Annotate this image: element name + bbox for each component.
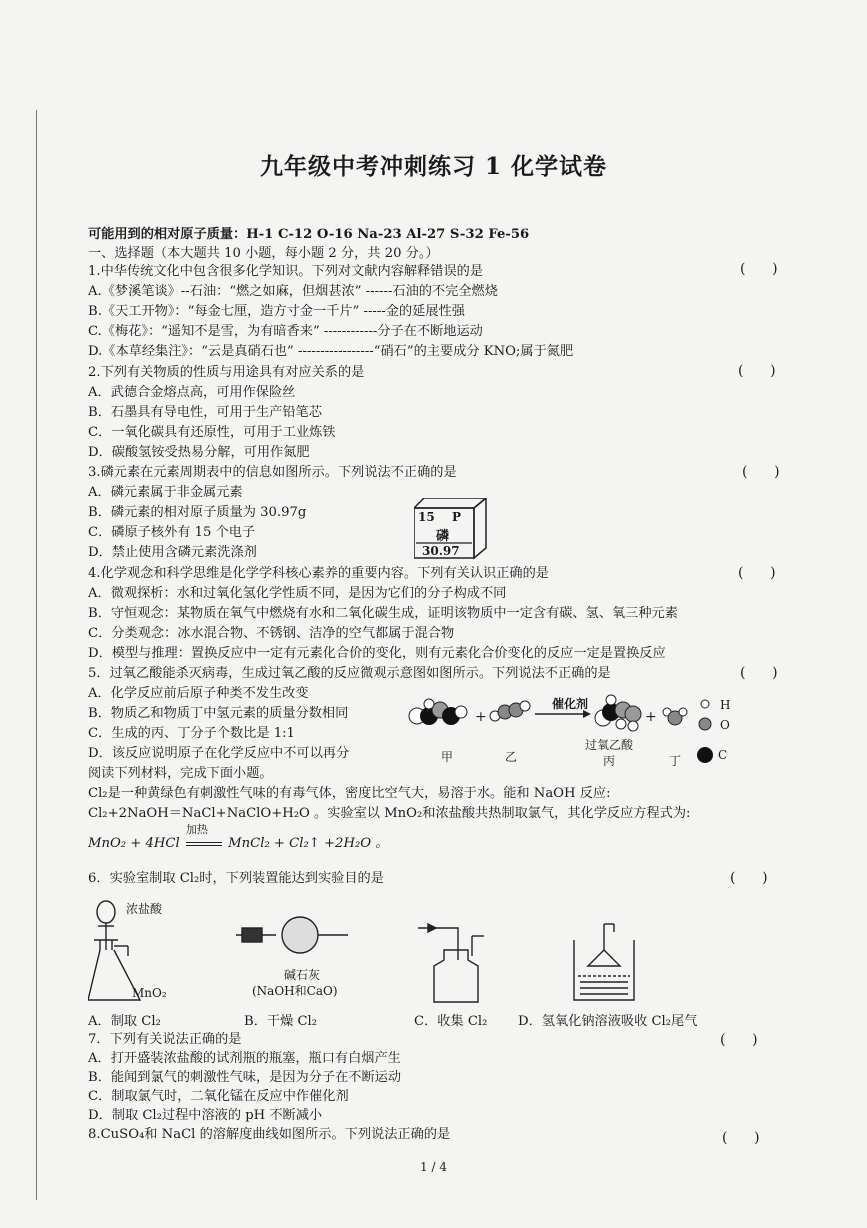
reading-intro: 阅读下列材料，完成下面小题。 (88, 766, 273, 781)
q8-answer-paren: ( ) (722, 1130, 760, 1146)
periodic-table-cell (414, 498, 492, 560)
label-soda-lime-formula: (NaOH和CaO) (252, 984, 338, 998)
page-title: 九年级中考冲刺练习 1 化学试卷 (259, 153, 608, 180)
reading-p2: Cl₂+2NaOH＝NaCl+NaClO+H₂O 。实验室以 MnO₂和浓盐酸共热制取氯气，其化学反应方程式为: (88, 806, 691, 821)
q7-stem: 7．下列有关说法正确的是 (88, 1032, 242, 1047)
q1-answer-paren: ( ) (740, 261, 778, 277)
eq-right: MnCl₂ + Cl₂↑ +2H₂O 。 (228, 836, 389, 851)
q5-stem: 5．过氧乙酸能杀灭病毒，生成过氧乙酸的反应微观示意图如图所示。下列说法不正确的是 (88, 666, 611, 681)
label-ding: 丁 (669, 754, 682, 768)
eq-condition: 加热 (185, 823, 208, 836)
q4-option-c: C．分类观念：冰水混合物、不锈钢、洁净的空气都属于混合物 (88, 626, 455, 641)
q4-option-a: A．微观探析：水和过氧化氢化学性质不同，是因为它们的分子构成不同 (88, 586, 507, 601)
q2-answer-paren: ( ) (738, 363, 776, 379)
q7-option-b: B．能闻到氯气的刺激性气味，是因为分子在不断运动 (88, 1070, 402, 1085)
q2-stem: 2.下列有关物质的性质与用途具有对应关系的是 (88, 365, 365, 380)
equation (88, 823, 389, 852)
cell-symbol: P (452, 510, 462, 524)
q4-stem: 4.化学观念和科学思维是化学学科核心素养的重要内容。下列有关认识正确的是 (88, 566, 549, 581)
label-bing: 丙 (603, 754, 616, 768)
molecule-ding (663, 708, 687, 725)
q4-option-b: B．守恒观念：某物质在氧气中燃烧有水和二氧化碳生成，证明该物质中一定含有碳、氢、氧三种元素 (88, 606, 678, 621)
q6-option-c: C．收集 Cl₂ (414, 1014, 488, 1029)
molecule-bing (595, 695, 641, 731)
q1-option-c: C.《梅花》：“遥知不是雪，为有暗香来” ------------分子在不断地运动 (88, 324, 483, 339)
label-yi: 乙 (505, 750, 518, 764)
q1-option-a: A.《梦溪笔谈》--石油：“燃之如麻，但烟甚浓” ------石油的不完全燃烧 (88, 284, 498, 299)
q1-stem: 1.中华传统文化中包含很多化学知识。下列对文献内容解释错误的是 (88, 264, 484, 279)
q3-stem: 3.磷元素在元素周期表中的信息如图所示。下列说法不正确的是 (88, 465, 457, 480)
q3-option-b: B．磷元素的相对原子质量为 30.97g (88, 505, 307, 520)
q6-stem: 6．实验室制取 Cl₂时，下列装置能达到实验目的是 (88, 871, 384, 886)
q5-answer-paren: ( ) (740, 665, 778, 681)
apparatus-row (88, 890, 728, 1010)
label-product: 过氧乙酸 (585, 738, 634, 752)
q6-option-b: B．干燥 Cl₂ (244, 1014, 318, 1029)
label-conc-hcl: 浓盐酸 (126, 902, 163, 916)
q8-stem: 8.CuSO₄和 NaCl 的溶解度曲线如图所示。下列说法正确的是 (88, 1127, 451, 1142)
label-soda-lime: 碱石灰 (284, 968, 321, 982)
q1-option-d: D.《本草经集注》：“云是真硝石也” -----------------“硝石”的主要成分 KNO;属于氮肥 (88, 344, 574, 359)
apparatus-c (418, 924, 484, 1002)
section-heading: 一、选择题（本大题共 10 小题，每小题 2 分，共 20 分。） (88, 246, 439, 261)
molecule-yi (490, 701, 530, 721)
q1-option-b: B.《天工开物》：“每金七厘，造方寸金一千片” -----金的延展性强 (88, 304, 465, 319)
q7-option-c: C．制取氯气时，二氧化锰在反应中作催化剂 (88, 1089, 349, 1104)
legend-h: H (720, 698, 731, 712)
q3-option-d: D．禁止使用含磷元素洗涤剂 (88, 545, 257, 560)
q2-option-a: A．武德合金熔点高，可用作保险丝 (88, 385, 296, 400)
q5-option-b: B．物质乙和物质丁中氢元素的质量分数相同 (88, 706, 349, 721)
catalyst-label: 催化剂 (552, 697, 589, 711)
q5-option-d: D．该反应说明原子在化学反应中不可以再分 (88, 746, 350, 761)
q6-option-d: D．氢氧化钠溶液吸收 Cl₂尾气 (518, 1014, 698, 1029)
apparatus-d (574, 924, 634, 1000)
molecule-jia (409, 699, 467, 725)
eq-left: MnO₂ + 4HCl (88, 836, 180, 851)
label-mno2: MnO₂ (132, 986, 167, 1000)
page-number: 1 / 4 (420, 1160, 447, 1174)
q4-answer-paren: ( ) (738, 565, 776, 581)
q7-answer-paren: ( ) (720, 1032, 758, 1048)
atomic-mass-note: 可能用到的相对原子质量：H-1 C-12 O-16 Na-23 Al-27 S-32 Fe-56 (88, 227, 530, 242)
q3-option-a: A．磷元素属于非金属元素 (88, 485, 243, 500)
legend-c: C (718, 748, 728, 762)
q5-option-a: A．化学反应前后原子种类不发生改变 (88, 686, 309, 701)
q2-option-c: C．一氧化碳具有还原性，可用于工业炼铁 (88, 425, 336, 440)
reaction-diagram (405, 690, 735, 770)
legend-o: O (720, 718, 730, 732)
scan-edge-line (36, 110, 37, 1200)
q5-option-c: C．生成的丙、丁分子个数比是 1:1 (88, 726, 295, 741)
legend-c-icon (697, 747, 713, 763)
q4-option-d: D．模型与推理：置换反应中一定有元素化合价的变化，则有元素化合价变化的反应一定是置换反应 (88, 646, 666, 661)
q2-option-b: B．石墨具有导电性，可用于生产铅笔芯 (88, 405, 322, 420)
reading-p1: Cl₂是一种黄绿色有刺激性气味的有毒气体，密度比空气大，易溶于水。能和 NaOH 反应: (88, 786, 611, 801)
q2-option-d: D．碳酸氢铵受热易分解，可用作氮肥 (88, 445, 310, 460)
cell-mass: 30.97 (422, 544, 460, 558)
apparatus-b (236, 917, 348, 953)
cell-atomic-number: 15 (418, 510, 435, 524)
q6-answer-paren: ( ) (730, 870, 768, 886)
label-jia: 甲 (441, 750, 454, 764)
svg-text:+: + (645, 709, 657, 725)
q7-option-a: A．打开盛装浓盐酸的试剂瓶的瓶塞，瓶口有白烟产生 (88, 1051, 401, 1066)
cell-name: 磷 (436, 529, 450, 544)
q7-option-d: D．制取 Cl₂过程中溶液的 pH 不断减小 (88, 1108, 323, 1123)
q6-option-a: A．制取 Cl₂ (88, 1014, 161, 1029)
q3-option-c: C．磷原子核外有 15 个电子 (88, 525, 256, 540)
eq-arrow (184, 823, 224, 852)
svg-text:+: + (475, 709, 487, 725)
q3-answer-paren: ( ) (742, 464, 780, 480)
